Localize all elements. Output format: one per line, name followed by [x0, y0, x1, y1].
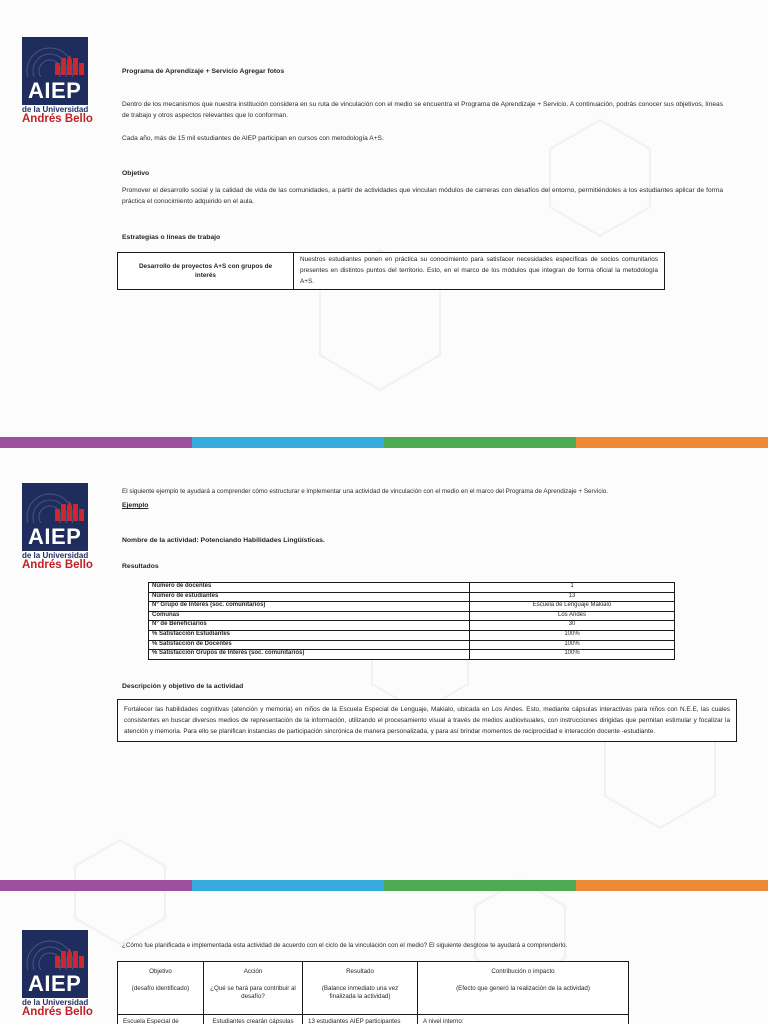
strategy-table-cell-line: Desarrollo de proyectos A+S con grupos de interés — [118, 253, 294, 289]
result-label: Número de docentes — [149, 583, 470, 592]
result-value: 1 — [570, 583, 574, 589]
strategy-table-cell-description: Nuestros estudiantes ponen en práctica su conocimiento para satisfacer necesidades específicas de socios comunitarios presentes en distintos puntos del territorio. Esto, en el marco de los módulos que integran de forma oficial la metodología A+S. — [300, 256, 658, 285]
cycle-table-cell: A nivel interno: — [423, 1018, 464, 1024]
bar-segment-blue — [192, 437, 384, 448]
bar-segment-green — [384, 437, 576, 448]
strategy-table — [117, 252, 665, 290]
aiep-logo-icon — [22, 37, 88, 105]
page1-paragraph-stat: Cada año, más de 15 mil estudiantes de AIEP participan en cursos con metodología A+S. — [122, 135, 384, 142]
objetivo-heading: Objetivo — [122, 170, 150, 177]
result-value: Escuela de Lenguaje Makialo — [532, 602, 612, 609]
logo-subtitle-andres-bello: Andrés Bello — [22, 1006, 93, 1018]
cycle-table-header-objetivo — [118, 962, 204, 1015]
bar-segment-purple — [0, 880, 192, 891]
table-row — [149, 601, 674, 611]
objetivo-text: Promover el desarrollo social y la calidad de vida de las comunidades, a partir de actividades que vinculan módulos de carreras con desafíos del entorno, permitiéndoles a los estudiantes aplicar de forma práctica el conocimiento adquirido en el aula. — [122, 187, 723, 205]
header-title: Resultado — [346, 968, 374, 975]
cycle-table-cell: 13 estudiantes AIEP participantes — [303, 1015, 418, 1024]
result-value: Los Andes — [557, 611, 587, 618]
cycle-table-cell: Escuela Especial de — [118, 1015, 204, 1024]
table-row — [149, 583, 674, 592]
page1-title: Programa de Aprendizaje + Servicio Agregar fotos — [122, 68, 285, 75]
header-subtitle: ¿Qué se hará para contribuir al desafío? — [210, 985, 296, 1000]
page1-paragraph-intro: Dentro de los mecanismos que nuestra institución considera en su ruta de vinculación con el medio se encuentra el Programa de Aprendizaje + Servicio. A continuación, podrás conocer sus objetivos, líneas de trabajo y otros aspectos relevantes que lo conforman. — [122, 101, 723, 119]
table-row — [149, 630, 674, 640]
result-value: 30 — [568, 621, 576, 628]
header-subtitle: (Balance inmediato una vez finalizada la actividad) — [321, 985, 399, 1000]
result-value: 100% — [564, 640, 580, 647]
aiep-logo-text: AIEP — [28, 524, 82, 549]
table-row — [149, 620, 674, 630]
logo-subtitle-universidad: de la Universidad — [22, 551, 89, 560]
logo-subtitle-universidad: de la Universidad — [22, 998, 89, 1007]
result-label: Comunas — [149, 612, 470, 621]
result-label: % Satisfacción Estudiantes — [149, 631, 470, 640]
bar-segment-blue — [192, 880, 384, 891]
bar-segment-green — [384, 880, 576, 891]
result-value: 100% — [564, 650, 580, 657]
page3-intro: ¿Cómo fue planificada e implementada esta actividad de acuerdo con el ciclo de la vinculación con el medio? El siguiente desglose te ayudará a comprenderlo. — [122, 942, 568, 949]
aiep-logo-text: AIEP — [28, 78, 82, 103]
aiep-logo — [22, 37, 102, 125]
cycle-table-header-accion — [204, 962, 303, 1015]
result-value: 100% — [564, 630, 580, 637]
divider-bar-2 — [0, 880, 768, 891]
aiep-logo-text: AIEP — [28, 971, 82, 996]
table-row — [149, 649, 674, 659]
page2-intro: El siguiente ejemplo te ayudará a comprender cómo estructurar e implementar una actividad de vinculación con el medio en el marco del Programa de Aprendizaje + Servicio. — [122, 488, 608, 495]
cycle-table — [117, 961, 629, 1024]
aiep-logo — [22, 483, 102, 571]
result-label: N° Grupo de Interés (soc. comunitarios) — [149, 602, 470, 611]
header-title: Acción — [243, 968, 263, 975]
bar-segment-purple — [0, 437, 192, 448]
ejemplo-heading: Ejemplo — [122, 502, 149, 509]
table-row — [149, 592, 674, 602]
cycle-table-header-resultado — [303, 962, 418, 1015]
header-subtitle: (desafío identificado) — [131, 985, 190, 992]
aiep-logo-icon — [22, 930, 88, 998]
descripcion-heading: Descripción y objetivo de la actividad — [122, 683, 244, 690]
table-row — [149, 611, 674, 621]
logo-subtitle-andres-bello: Andrés Bello — [22, 559, 93, 571]
bar-segment-orange — [576, 437, 768, 448]
logo-subtitle-andres-bello: Andrés Bello — [22, 113, 93, 125]
header-title: Objetivo — [149, 968, 172, 975]
estrategias-heading: Estrategias o líneas de trabajo — [122, 234, 221, 241]
descripcion-box: Fortalecer las habilidades cognitivas (atención y memoria) en niños de la Escuela Especial de Lenguaje, Makialo, ubicada en Los Andes. Esto, mediante cápsulas interactivas para niños con N.E.E, las cuales consistentes en buscar diversos medios de representación de la información, utilizando el procesamiento visual a través de medios audiovisuales, con instrucciones dirigidas que permitan estimular y focalizar la atención y memoria. Para ello se planifican instancias de participación sincrónica de manera personalizada, y para así brindar momentos de reciprocidad e interacción docente -estudiante. — [117, 699, 737, 742]
result-label: % Satisfacción de Docentes — [149, 641, 470, 650]
result-label: Número de estudiantes — [149, 593, 470, 602]
bar-segment-orange — [576, 880, 768, 891]
results-table — [148, 582, 675, 660]
cycle-table-header-contribucion — [418, 962, 628, 1015]
header-title: Contribución o impacto — [491, 968, 555, 975]
logo-subtitle-universidad: de la Universidad — [22, 105, 89, 114]
result-label: % Satisfacción Grupos de Interés (soc. comunitarios) — [149, 650, 470, 659]
result-label: N° de Beneficiarios — [149, 621, 470, 630]
result-value: 13 — [568, 592, 576, 599]
divider-bar-1 — [0, 437, 768, 448]
header-subtitle: (Efecto que generó la realización de la actividad) — [456, 985, 590, 992]
aiep-logo-icon — [22, 483, 88, 551]
activity-name-line: Nombre de la actividad: Potenciando Habilidades Lingüísticas. — [122, 537, 325, 544]
cycle-table-cell: Estudiantes crearán cápsulas — [204, 1015, 303, 1024]
table-row — [149, 640, 674, 650]
resultados-heading: Resultados — [122, 563, 159, 570]
aiep-logo — [22, 930, 102, 1018]
